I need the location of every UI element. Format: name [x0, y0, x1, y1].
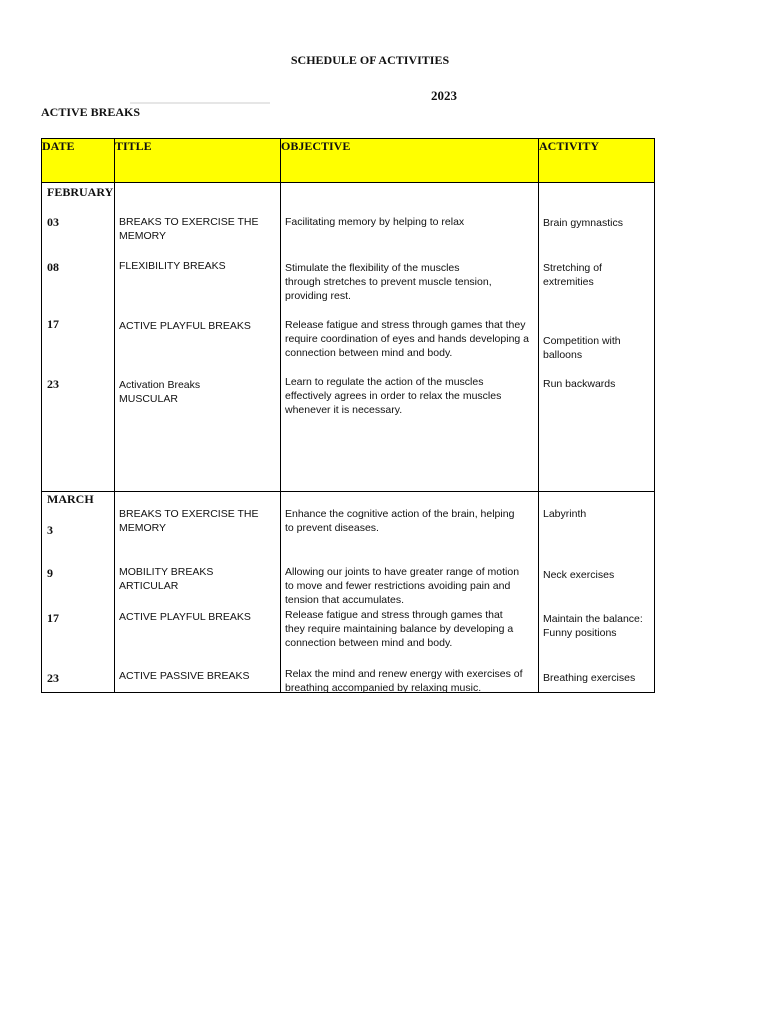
header-title: TITLE — [115, 139, 281, 183]
date-column — [42, 492, 115, 693]
row-date: 9 — [47, 566, 53, 580]
row-objective: Learn to regulate the action of the muscles effectively agrees in order to relax the muscles whenever it is necessary. — [285, 376, 502, 416]
activity-column — [539, 183, 655, 492]
month-label: MARCH — [47, 492, 94, 506]
row-date: 23 — [47, 377, 59, 391]
row-title: BREAKS TO EXERCISE THE MEMORY — [119, 508, 259, 534]
month-block-february — [42, 183, 655, 492]
decorative-line — [130, 102, 270, 104]
row-activity: Stretching of extremities — [543, 262, 602, 288]
row-date: 03 — [47, 215, 59, 229]
section-heading: ACTIVE BREAKS — [41, 105, 141, 119]
header-objective: OBJECTIVE — [281, 139, 539, 183]
row-activity: Brain gymnastics — [543, 217, 623, 229]
row-title: BREAKS TO EXERCISE THE MEMORY — [119, 216, 259, 242]
title-column — [115, 183, 281, 492]
month-label: FEBRUARY — [47, 185, 114, 199]
row-title: ACTIVE PLAYFUL BREAKS — [119, 611, 251, 623]
table-header-row — [42, 139, 655, 183]
row-objective: Facilitating memory by helping to relax — [285, 216, 465, 228]
header-activity: ACTIVITY — [539, 139, 655, 183]
schedule-table — [41, 138, 655, 693]
row-activity: Competition with balloons — [543, 335, 621, 361]
row-objective: Relax the mind and renew energy with exercises of breathing accompanied by relaxing music. — [285, 668, 523, 694]
row-objective: Allowing our joints to have greater range of motion to move and fewer restrictions avoiding pain and tension that accumulates. — [285, 566, 520, 606]
row-title: ACTIVE PLAYFUL BREAKS — [119, 320, 251, 332]
title-column — [115, 492, 281, 693]
row-activity: Maintain the balance: Funny positions — [543, 613, 643, 639]
document-year: 2023 — [431, 88, 457, 103]
activity-column — [539, 492, 655, 693]
row-title: ACTIVE PASSIVE BREAKS — [119, 670, 250, 682]
row-objective: Stimulate the flexibility of the muscles through stretches to prevent muscle tension, providing rest. — [285, 262, 492, 302]
row-date: 23 — [47, 671, 59, 685]
row-title: MOBILITY BREAKS ARTICULAR — [119, 566, 214, 592]
row-activity: Run backwards — [543, 378, 616, 390]
row-date: 17 — [47, 611, 59, 625]
row-title: FLEXIBILITY BREAKS — [119, 260, 226, 272]
row-date: 17 — [47, 317, 59, 331]
row-activity: Breathing exercises — [543, 672, 636, 684]
row-objective: Release fatigue and stress through games that they require coordination of eyes and hands developing a connection between mind and body. — [285, 319, 530, 359]
objective-column — [281, 183, 539, 492]
date-column — [42, 183, 115, 492]
objective-column — [281, 492, 539, 693]
row-activity: Neck exercises — [543, 569, 615, 581]
row-date: 08 — [47, 260, 59, 274]
header-date: DATE — [42, 139, 115, 183]
row-objective: Enhance the cognitive action of the brain, helping to prevent diseases. — [285, 508, 515, 534]
row-activity: Labyrinth — [543, 508, 587, 520]
document-title: SCHEDULE OF ACTIVITIES — [290, 53, 450, 67]
row-title: Activation Breaks MUSCULAR — [119, 379, 201, 405]
row-date: 3 — [47, 523, 53, 537]
row-objective: Release fatigue and stress through games that they require maintaining balance by developing a connection between mind and body. — [285, 609, 514, 649]
month-block-march — [42, 492, 655, 693]
